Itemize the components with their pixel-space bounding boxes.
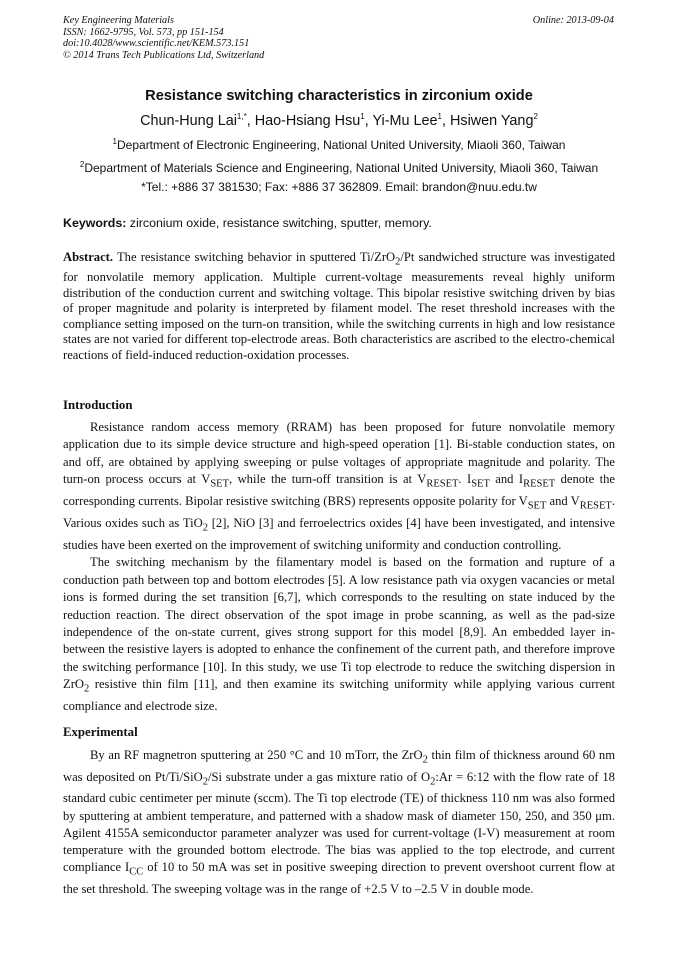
copyright-line: © 2014 Trans Tech Publications Ltd, Switzerland bbox=[63, 49, 265, 61]
author-list bbox=[0, 113, 678, 129]
abstract-label: Abstract. bbox=[63, 250, 114, 264]
text-run: /Si substrate under a gas mixture ratio of O bbox=[207, 769, 431, 784]
affiliation-text: Department of Electronic Engineering, National United University, Miaoli 360, Taiwan bbox=[117, 138, 566, 152]
author-affil-mark: 1 bbox=[360, 112, 365, 122]
text-run: and V bbox=[546, 494, 580, 509]
text-run: . Various oxides such as TiO bbox=[63, 494, 615, 531]
text-run: The switching mechanism by the filamentary model is based on the formation and rupture of a conduction path between top and bottom electrodes [5]. A low resistance path via oxygen vacancies or metal ions is formed during the set transition [6,7], which corresponds to the resulting on state induced by the reduction reaction. The direct observation of the spot image in probe scanning, as well as the pad-size independence of the on-state current, gives strong support for this model [8,9]. An embedded layer in-between the resistive layers is adopted to enhance the confinement of the current path, and therefore improve the switching performance [10]. In this study, we use Ti top electrode to reduce the switching dispersion in ZrO bbox=[63, 555, 615, 692]
journal-header bbox=[63, 15, 264, 61]
subscript: RESET bbox=[426, 478, 459, 490]
affiliation-number: 2 bbox=[79, 160, 85, 169]
subscript: RESET bbox=[523, 478, 556, 490]
abstract-text: The resistance switching behavior in sputtered Ti/ZrO bbox=[113, 250, 396, 264]
doi-line: doi:10.4028/www.scientific.net/KEM.573.151 bbox=[63, 38, 250, 49]
author-affil-mark: 1,* bbox=[236, 112, 247, 122]
text-run: [2], NiO [3] and ferroelectrics oxides [4] have been investigated, and intensive studies have been exerted on the improvement of switching uniformity and conduction controlling. bbox=[63, 516, 615, 552]
subscript: SET bbox=[471, 478, 490, 490]
text-run: :Ar = 6:12 with the flow rate of 18 standard cubic centimeter per minute (sccm). The Ti top electrode (TE) of thickness 110 nm was also formed by sputtering at ambient temperature, and patterned with a shadow mask of diameter 150, 250, and 350 μm. Agilent 4155A semiconductor parameter analyzer was used for current-voltage (I-V) measurement at room temperature with the grounded bottom electrode. The bias was applied to the top electrode, and current compliance I bbox=[63, 769, 615, 875]
text-run: By an RF magnetron sputtering at 250 °C and 10 mTorr, the ZrO bbox=[90, 748, 423, 762]
text-run: resistive thin film [11], and then examine its switching uniformity while applying various current compliance and electrode size. bbox=[63, 677, 615, 714]
author-name: , Hsiwen Yang bbox=[441, 113, 534, 129]
text-run: . I bbox=[458, 472, 472, 487]
text-run: of 10 to 50 mA was set in positive sweeping direction to prevent overshoot current flow at the set threshold. The sweeping voltage was in the range of +2.5 V to –2.5 V in double mode. bbox=[63, 860, 616, 896]
experimental-body bbox=[63, 747, 615, 898]
keywords bbox=[63, 216, 432, 230]
affiliation-text: Department of Materials Science and Engineering, National United University, Miaoli 360, Taiwan bbox=[84, 161, 599, 175]
paragraph bbox=[63, 554, 615, 715]
subscript: 2 bbox=[202, 776, 208, 788]
subscript: SET bbox=[527, 500, 547, 512]
text-run: denote the corresponding currents. Bipolar resistive switching (BRS) represents opposite polarity for V bbox=[63, 472, 615, 509]
author-affil-mark: 1 bbox=[437, 112, 442, 122]
paragraph bbox=[63, 747, 615, 898]
keywords-label: Keywords: bbox=[63, 216, 127, 230]
subscript: 2 bbox=[395, 256, 401, 268]
paper-title: Resistance switching characteristics in zirconium oxide bbox=[145, 88, 533, 104]
text-run: , while the turn-off transition is at V bbox=[229, 472, 427, 487]
introduction-body bbox=[63, 419, 615, 716]
affiliation-1 bbox=[0, 138, 678, 152]
issn-line: ISSN: 1662-9795, Vol. 573, pp 151-154 bbox=[63, 26, 224, 38]
subscript: SET bbox=[210, 478, 230, 490]
keywords-text: zirconium oxide, resistance switching, sputter, memory. bbox=[126, 216, 432, 230]
subscript: 2 bbox=[83, 683, 90, 695]
online-date: Online: 2013-09-04 bbox=[532, 15, 614, 26]
affiliation-number: 1 bbox=[112, 137, 117, 146]
journal-name: Key Engineering Materials bbox=[63, 15, 174, 26]
affiliation-2 bbox=[0, 161, 678, 175]
contact-line: *Tel.: +886 37 381530; Fax: +886 37 362809. Email: brandon@nuu.edu.tw bbox=[141, 180, 537, 194]
section-heading-introduction: Introduction bbox=[63, 398, 133, 412]
author-name: Chun-Hung Lai bbox=[140, 113, 237, 129]
abstract-text: /Pt sandwiched structure was investigated for nonvolatile memory application. Multiple current-voltage measurements reveal highly uniform distribution of the conduction current and switching voltage. This bipolar resistive switching driven by bias of proper magnitude and polarity is interpreted by filament model. The reset threshold increases with the compliance setting imposed on the turn-on transition, while the switching currents in high and low resistance states are not varied for different top-electrode areas. Both characteristics are ascribed to the electro-chemical reactions of field-induced reduction-oxidation processes. bbox=[63, 250, 615, 363]
text-run: thin film of thickness around 60 nm was deposited on Pt/Ti/SiO bbox=[63, 748, 615, 784]
subscript: 2 bbox=[422, 754, 428, 766]
subscript: RESET bbox=[579, 500, 612, 512]
author-name: , Yi-Mu Lee bbox=[364, 113, 438, 129]
subscript: CC bbox=[129, 866, 144, 878]
subscript: 2 bbox=[430, 776, 436, 788]
paragraph bbox=[63, 419, 615, 554]
section-heading-experimental: Experimental bbox=[63, 725, 138, 739]
author-name: , Hao-Hsiang Hsu bbox=[246, 113, 361, 129]
text-run: Resistance random access memory (RRAM) has been proposed for future nonvolatile memory application due to its simple device structure and high-speed operation [1]. Bi-stable conduction states, on and off, are obtained by applying sweeping or pulse voltages of appropriate magnitude and polarity. The turn-on process occurs at V bbox=[63, 420, 615, 487]
abstract bbox=[63, 250, 615, 364]
text-run: and I bbox=[489, 472, 524, 487]
subscript: 2 bbox=[202, 522, 208, 534]
author-affil-mark: 2 bbox=[533, 112, 538, 122]
